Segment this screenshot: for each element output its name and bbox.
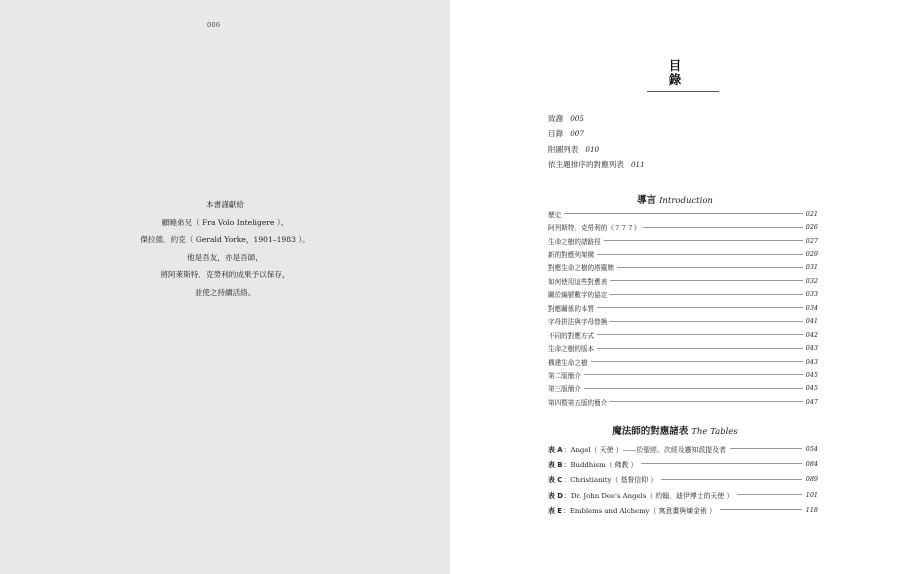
toc-label: Christianity（ 基督信仰 ） — [570, 476, 658, 485]
toc-page: 033 — [805, 290, 818, 299]
toc-entry[interactable] — [548, 142, 645, 157]
toc-label: 關於編號數字的協定 — [548, 291, 608, 300]
toc-page: 043 — [805, 357, 818, 366]
dedication-line: 顧曉弟兄（ Fra Volo Inteligere ）、 — [161, 217, 289, 227]
toc-label: 阿列斯特．克勞利的《７７７》 — [548, 224, 641, 233]
toc-label: 依主題排序的對應列表 — [548, 159, 624, 169]
toc-page: 007 — [570, 129, 584, 139]
toc-separator: ： — [564, 491, 571, 500]
toc-label: Dr. John Dee's Angels（ 約翰．迪伊博士的天使 ） — [570, 491, 734, 500]
dedication-line: 傑拉德．約克（ Gerald Yorke，1901–1983 ）。 — [140, 235, 310, 244]
toc-entry[interactable] — [548, 382, 818, 395]
toc-page: 010 — [585, 144, 600, 154]
toc-page: 089 — [805, 475, 818, 484]
toc-entry[interactable] — [548, 220, 818, 233]
section-heading-en: The Tables — [691, 427, 738, 437]
dot-leader — [730, 448, 802, 449]
toc-page: 084 — [805, 459, 818, 468]
toc-label: 對應關係的本質 — [548, 304, 595, 313]
dot-leader — [597, 307, 803, 308]
section-heading-introduction — [450, 192, 900, 206]
toc-entry[interactable] — [548, 274, 818, 287]
dot-leader — [661, 479, 802, 480]
toc-page: 042 — [805, 330, 818, 339]
toc-label: 第三版簡介 — [548, 385, 581, 394]
toc-entry[interactable] — [548, 456, 818, 471]
dedication — [0, 196, 450, 301]
section-heading-zh: 魔法師的對應諸表 — [612, 426, 689, 437]
toc-page: 032 — [805, 276, 818, 285]
toc-entry[interactable] — [548, 368, 818, 381]
toc-page: 101 — [805, 490, 818, 499]
toc-entry[interactable] — [548, 247, 818, 260]
table-code: 表 B — [548, 460, 563, 469]
toc-label: 第二版簡介 — [548, 371, 581, 380]
toc-label: 附圖列表 — [548, 144, 579, 154]
toc-page: 054 — [805, 444, 818, 453]
table-code: 表 E — [548, 506, 562, 515]
toc-page: 026 — [805, 223, 818, 232]
dot-leader — [641, 463, 801, 464]
toc-entry[interactable] — [548, 487, 818, 502]
toc-entry[interactable] — [548, 472, 818, 487]
dot-leader — [591, 361, 803, 362]
dot-leader — [564, 213, 803, 214]
toc-separator: ： — [563, 445, 571, 454]
toc-entry[interactable] — [548, 126, 645, 141]
dot-leader — [610, 280, 802, 281]
toc-label: Buddhism（ 佛教 ） — [570, 460, 638, 469]
front-matter-list — [548, 111, 645, 172]
dot-leader — [584, 388, 803, 389]
toc-page: 118 — [805, 505, 818, 514]
dot-leader — [597, 254, 803, 255]
toc-entry[interactable] — [548, 341, 818, 354]
dot-leader — [604, 240, 803, 241]
toc-entry[interactable] — [548, 328, 818, 341]
toc-entry[interactable] — [548, 288, 818, 301]
dot-leader — [643, 227, 802, 228]
toc-page: 005 — [570, 114, 584, 123]
toc-page: 034 — [805, 303, 818, 312]
toc-page: 045 — [805, 384, 818, 393]
section-heading-tables — [450, 423, 900, 437]
toc-label: 對應生命之樹的塔羅牌 — [548, 264, 614, 273]
toc-label: 致謝 — [548, 114, 564, 123]
toc-separator: ： — [563, 460, 571, 469]
tables-toc — [548, 441, 818, 517]
toc-entry[interactable] — [548, 355, 818, 368]
toc-entry[interactable] — [548, 502, 818, 517]
dot-leader — [720, 509, 802, 510]
dedication-line: 將阿萊斯特．克勞利的成果予以保存， — [160, 270, 290, 279]
toc-entry[interactable] — [548, 315, 818, 328]
toc-page: 047 — [805, 397, 818, 406]
page-number: 006 — [207, 21, 221, 29]
dot-leader — [597, 334, 803, 335]
toc-page: 011 — [630, 159, 645, 169]
dot-leader — [610, 294, 802, 295]
toc-entry[interactable] — [548, 234, 818, 247]
toc-page: 021 — [805, 209, 818, 218]
dedication-line: 本書謹獻給 — [206, 200, 244, 209]
section-heading-zh: 導言 — [637, 195, 657, 206]
toc-page: 045 — [805, 370, 818, 379]
toc-separator: ： — [563, 476, 571, 485]
dedication-line: 並使之持續活絡。 — [194, 287, 256, 297]
toc-label: 第四暨第五版的簡介 — [548, 398, 608, 407]
toc-label: Emblems and Alchemy（ 寓意畫與煉金術 ） — [569, 506, 716, 515]
toc-entry[interactable] — [548, 441, 818, 456]
section-heading-en: Introduction — [659, 196, 713, 206]
toc-label: 生命之樹的版本 — [548, 345, 595, 354]
toc-label: 新的對應列架構 — [548, 251, 595, 260]
dot-leader — [610, 401, 802, 402]
dot-leader — [584, 374, 803, 375]
toc-label: Angel（ 天使 ）——於聖經、次經及靈知派提及者 — [570, 445, 726, 454]
toc-label: 如何使用這些對應表 — [548, 277, 608, 286]
toc-page: 041 — [805, 317, 818, 326]
title-char: 錄 — [668, 72, 682, 87]
toc-entry[interactable] — [548, 261, 818, 274]
dot-leader — [617, 267, 803, 268]
dot-leader — [737, 494, 801, 495]
toc-entry[interactable] — [548, 301, 818, 314]
toc-entry[interactable] — [548, 157, 645, 172]
toc-label: 不同的對應方式 — [548, 331, 595, 340]
right-page — [450, 0, 900, 574]
toc-entry[interactable] — [548, 395, 818, 408]
toc-separator: ： — [563, 506, 570, 515]
title-divider — [647, 91, 719, 92]
toc-label: 構建生命之樹 — [548, 358, 588, 367]
toc-label: 字母拼法與字母替換 — [548, 318, 608, 327]
toc-page: 027 — [805, 236, 818, 245]
toc-label: 目錄 — [548, 129, 564, 139]
toc-label: 歷史 — [548, 210, 562, 219]
toc-page: 029 — [805, 250, 818, 259]
dot-leader — [610, 321, 802, 322]
toc-entry[interactable] — [548, 207, 818, 220]
toc-page: 043 — [805, 344, 818, 353]
dedication-line: 他是吾友，亦是吾師， — [187, 252, 263, 262]
introduction-toc — [548, 207, 818, 409]
page-title — [450, 59, 900, 87]
dot-leader — [597, 348, 803, 349]
table-code: 表 A — [548, 445, 563, 454]
table-code: 表 D — [548, 491, 564, 500]
toc-page: 031 — [805, 263, 818, 272]
table-code: 表 C — [548, 476, 563, 485]
toc-label: 生命之樹的諸路徑 — [548, 237, 601, 246]
toc-entry[interactable] — [548, 111, 645, 126]
title-char: 目 — [668, 58, 682, 73]
